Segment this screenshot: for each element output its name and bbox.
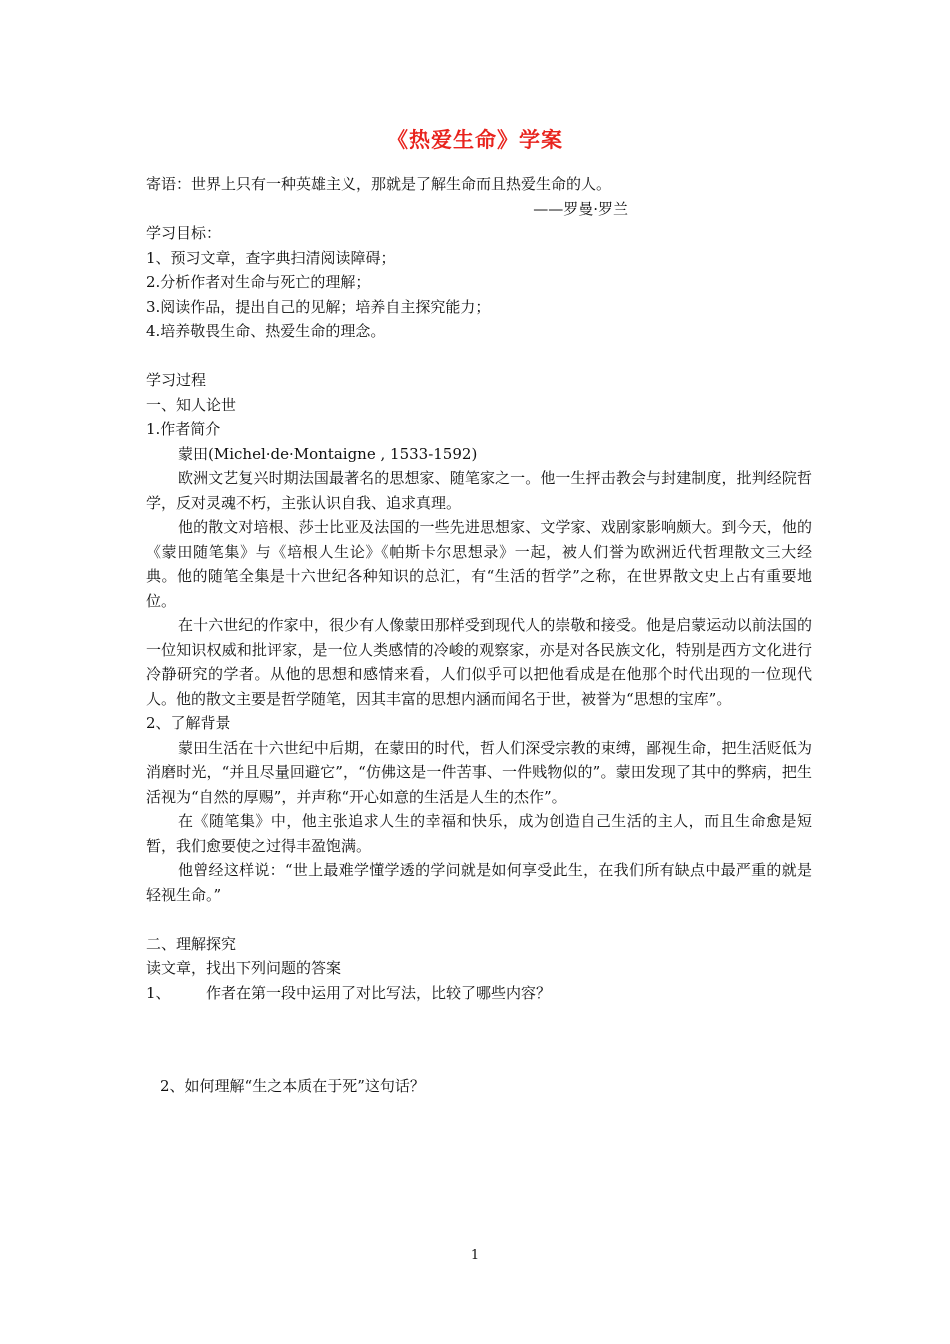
author-paragraph: 在十六世纪的作家中，很少有人像蒙田那样受到现代人的崇敬和接受。他是启蒙运动以前法国的一位知识权威和批评家，是一位人类感情的冷峻的观察家，亦是对各民族文化，特别是西方文化进行冷静研究的学者。从他的思想和感情来看，人们似乎可以把他看成是在他那个时代出现的一位现代人。他的散文主要是哲学随笔，因其丰富的思想内涵而闻名于世，被誉为“思想的宝库”。	[146, 616, 812, 708]
background-paragraph: 他曾经这样说：“世上最难学懂学透的学问就是如何享受此生，在我们所有缺点中最严重的就是轻视生命。”	[146, 861, 812, 904]
process-heading: 学习过程	[146, 371, 207, 389]
spacer	[146, 907, 812, 932]
document-body	[146, 172, 812, 1099]
author-heading: 1.作者简介	[146, 420, 221, 438]
question-1-text: 作者在第一段中运用了对比写法，比较了哪些内容？	[206, 983, 552, 1002]
objective-item: 1、预习文章，查字典扫清阅读障碍；	[146, 248, 396, 267]
answer-space	[146, 1054, 812, 1074]
author-name: 蒙田(Michel·de·Montaigne , 1533-1592)	[178, 444, 478, 463]
epigraph-author: ——罗曼·罗兰	[533, 199, 628, 218]
answer-space	[146, 1005, 812, 1054]
document-title: 《热爱生命》学案	[387, 128, 563, 152]
section2-instruction: 读文章，找出下列问题的答案	[146, 959, 342, 977]
objective-item: 2.分析作者对生命与死亡的理解；	[146, 273, 371, 291]
author-paragraph: 他的散文对培根、莎士比亚及法国的一些先进思想家、文学家、戏剧家影响颇大。到今天，他的《蒙田随笔集》与《培根人生论》《帕斯卡尔思想录》一起，被人们誉为欧洲近代哲理散文三大经典。他的随笔全集是十六世纪各种知识的总汇，有“生活的哲学”之称，在世界散文史上占有重要地位。	[146, 518, 812, 610]
background-paragraph: 在《随笔集》中，他主张追求人生的幸福和快乐，成为创造自己生活的主人，而且生命愈是短暂，我们愈要使之过得丰盈饱满。	[146, 812, 812, 855]
section2-heading: 二、理解探究	[146, 934, 237, 953]
objective-item: 4.培养敬畏生命、热爱生命的理念。	[146, 322, 386, 340]
objective-item: 3.阅读作品，提出自己的见解；培养自主探究能力；	[146, 297, 491, 316]
question-1-number: 1、	[146, 983, 171, 1002]
author-paragraph: 欧洲文艺复兴时期法国最著名的思想家、随笔家之一。他一生抨击教会与封建制度，批判经院哲学，反对灵魂不朽，主张认识自我、追求真理。	[146, 469, 812, 512]
question-1	[146, 981, 812, 1006]
spacer	[146, 344, 812, 369]
page-number: 1	[470, 1248, 480, 1263]
question-2: 2、如何理解“生之本质在于死”这句话？	[160, 1077, 425, 1095]
epigraph: 寄语：世界上只有一种英雄主义，那就是了解生命而且热爱生命的人。	[146, 175, 612, 193]
background-paragraph: 蒙田生活在十六世纪中后期，在蒙田的时代，哲人们深受宗教的束缚，鄙视生命，把生活贬低为消磨时光，“并且尽量回避它”，“仿佛这是一件苦事、一件贱物似的”。蒙田发现了其中的弊病，把生活视为“自然的厚赐”，并声称“开心如意的生活是人生的杰作”。	[146, 738, 812, 806]
objectives-heading: 学习目标：	[146, 224, 222, 242]
section1-heading: 一、知人论世	[146, 395, 237, 414]
background-heading: 2、了解背景	[146, 714, 231, 732]
